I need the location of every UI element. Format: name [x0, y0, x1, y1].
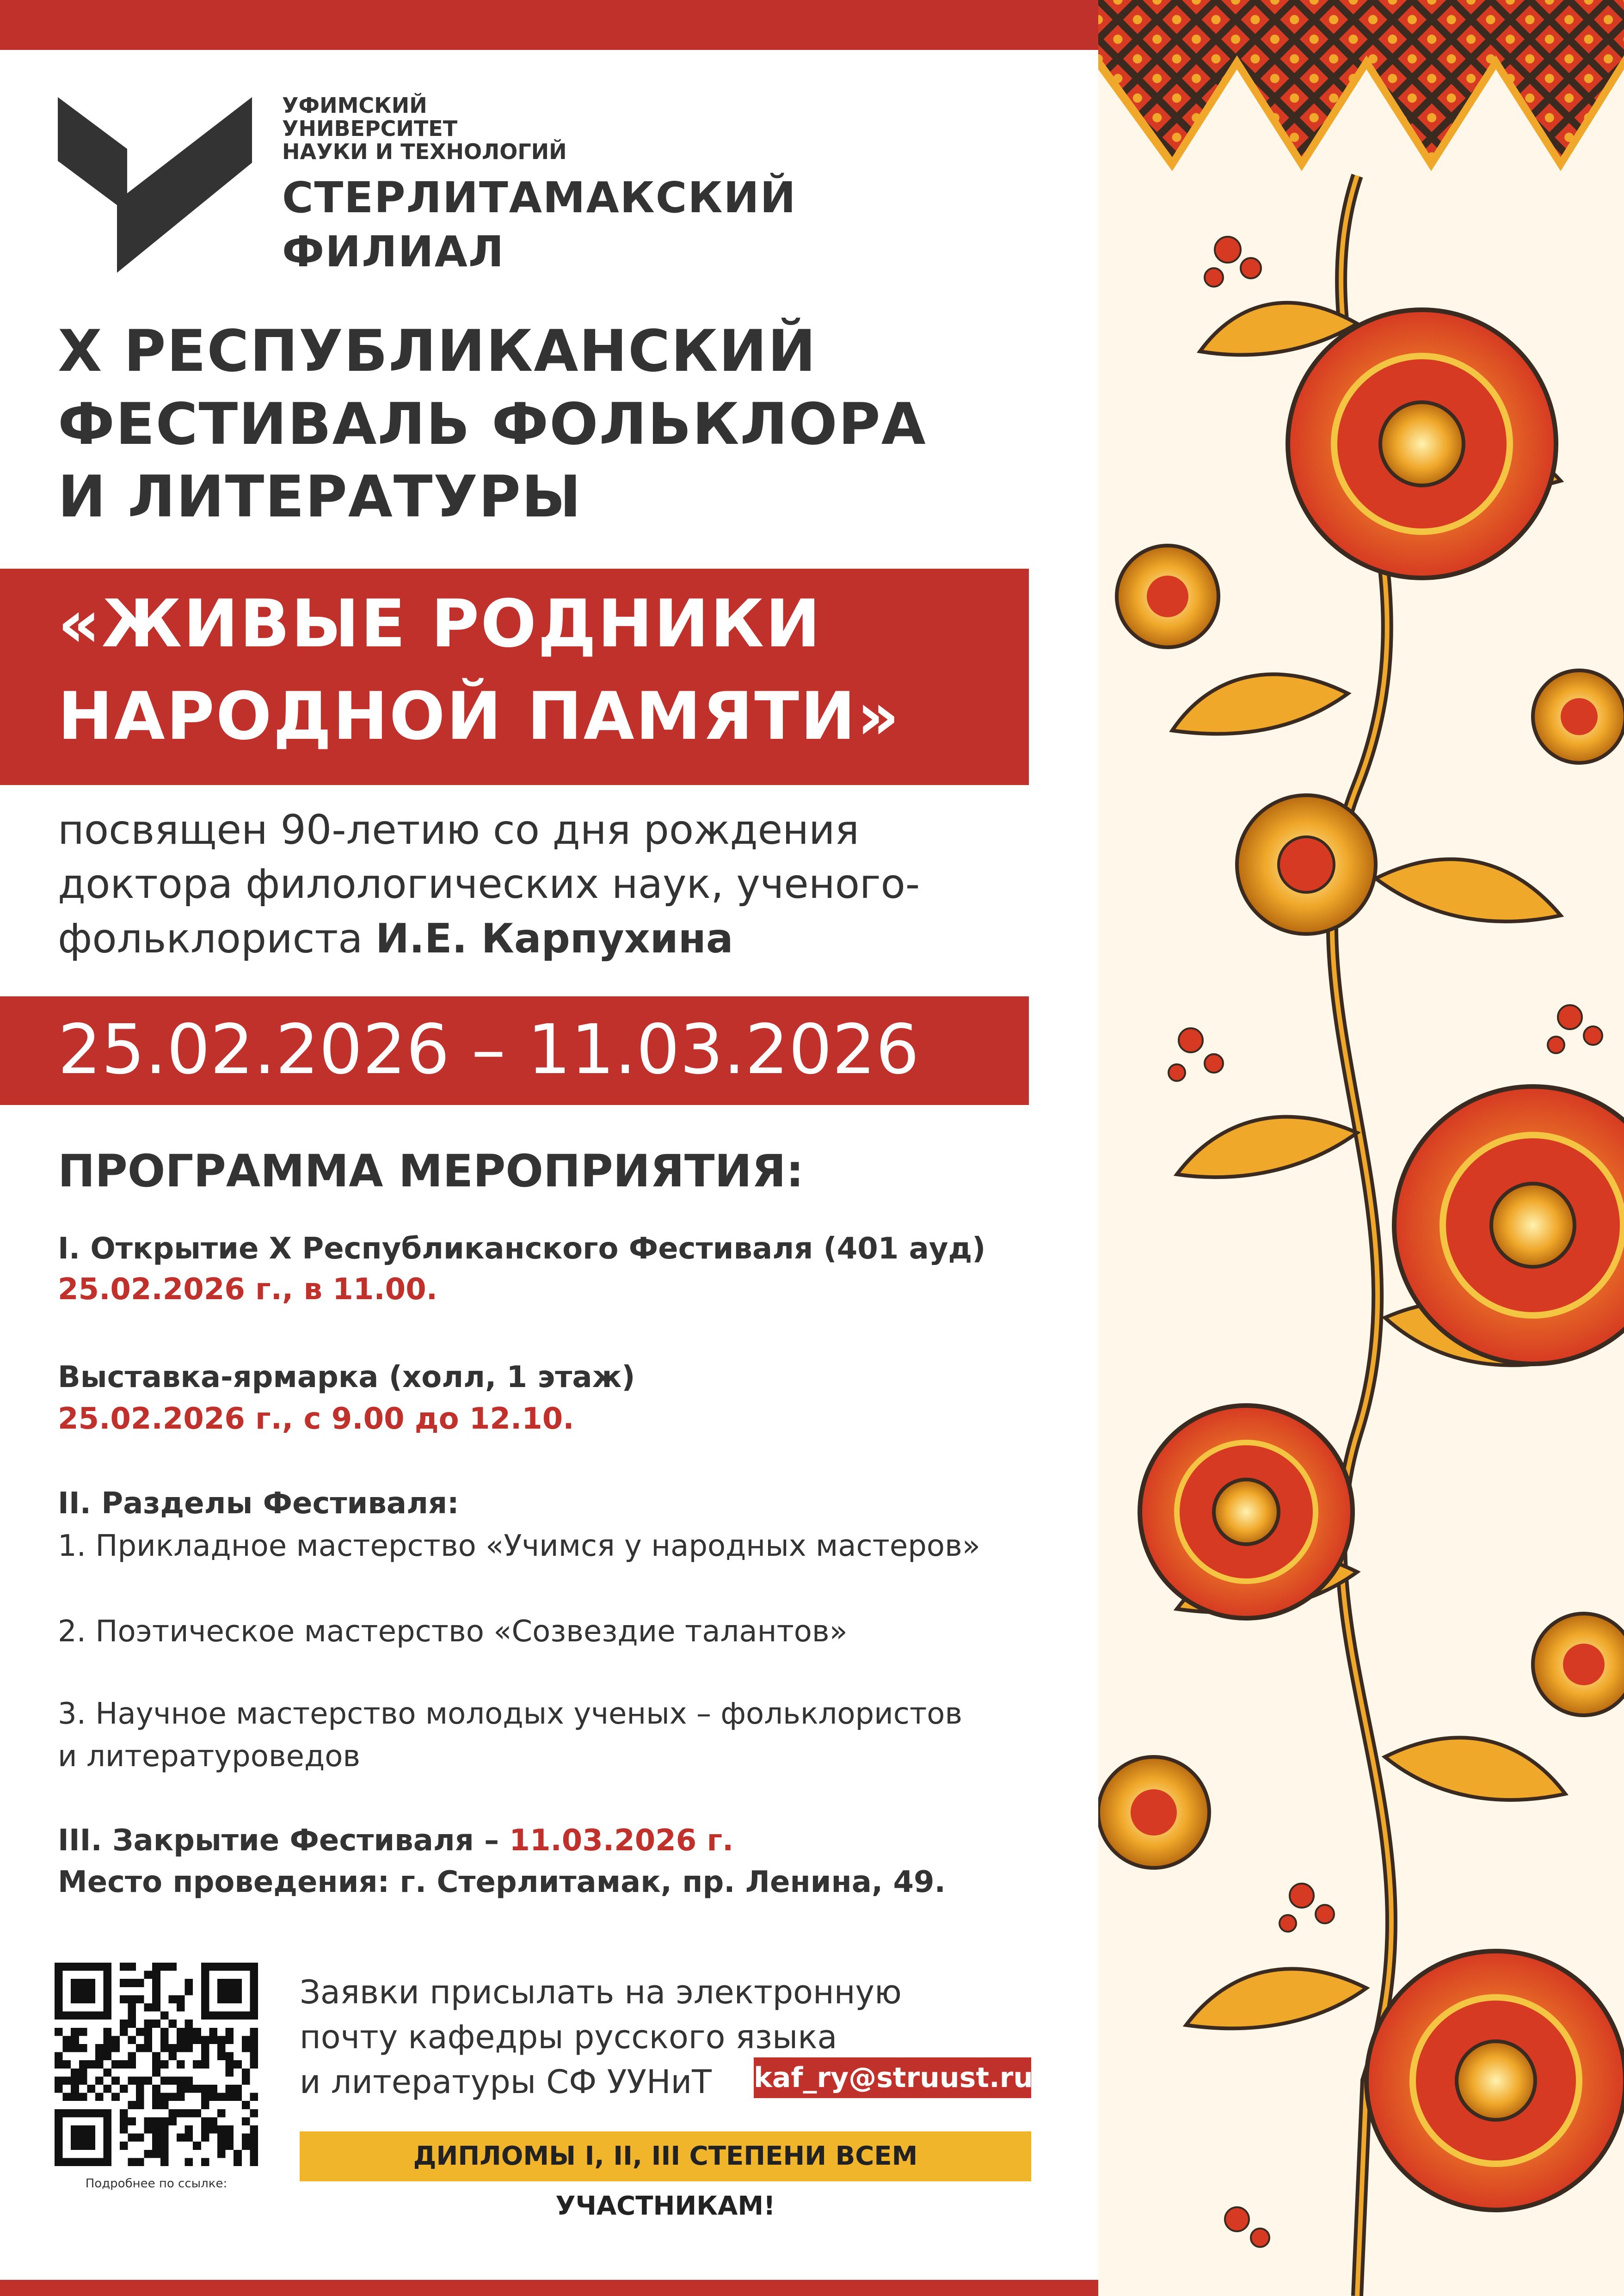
program-closing-date: 11.03.2026 г.: [509, 1823, 734, 1858]
dedication-prefix: фольклориста: [58, 915, 376, 962]
program-closing-title: III. Закрытие Фестиваля –: [58, 1823, 510, 1858]
qr-caption: Подробнее по ссылке:: [85, 2177, 228, 2191]
qr-code-icon: [55, 1963, 258, 2166]
program-fair-time: 25.02.2026 г., с 9.00 до 12.10.: [58, 1402, 574, 1436]
contact-line2: почту кафедры русского языка: [300, 2018, 837, 2056]
program-closing: [58, 1823, 733, 1859]
university-name-line1: УФИМСКИЙ: [282, 93, 427, 118]
university-name-line3: НАУКИ И ТЕХНОЛОГИЙ: [282, 139, 567, 164]
program-section-2: 2. Поэтическое мастерство «Созвездие талантов»: [58, 1615, 848, 1649]
contact-line1: Заявки присылать на электронную: [300, 1973, 902, 2011]
program-section-3-line2: и литературоведов: [58, 1739, 361, 1774]
contact-line3: и литературы СФ УУНиТ: [300, 2063, 712, 2101]
diploma-banner: ДИПЛОМЫ I, II, III СТЕПЕНИ ВСЕМ УЧАСТНИКАМ!: [300, 2131, 1031, 2181]
email-link[interactable]: kaf_ry@struust.ru: [754, 2057, 1031, 2098]
bottom-red-bar: [0, 2280, 1098, 2296]
program-fair-title: Выставка-ярмарка (холл, 1 этаж): [58, 1360, 635, 1394]
branch-name-line1: СТЕРЛИТАМАКСКИЙ: [282, 173, 797, 222]
dedication-line2: доктора филологических наук, ученого-: [58, 860, 920, 908]
festival-title-line3: И ЛИТЕРАТУРЫ: [58, 464, 582, 530]
top-red-bar: [0, 0, 1098, 50]
slogan-line2: НАРОДНОЙ ПАМЯТИ»: [58, 678, 901, 755]
slogan-banner: [0, 569, 1029, 785]
dedication-person-name: И.Е. Карпухина: [375, 915, 733, 962]
program-opening-title: I. Открытие X Республиканского Фестиваля (401 ауд): [58, 1232, 986, 1266]
program-title: ПРОГРАММА МЕРОПРИЯТИЯ:: [58, 1145, 804, 1197]
festival-title-line1: X РЕСПУБЛИКАНСКИЙ: [58, 318, 817, 385]
slogan-line1: «ЖИВЫЕ РОДНИКИ: [58, 586, 822, 662]
program-opening-time: 25.02.2026 г., в 11.00.: [58, 1272, 438, 1307]
branch-name-line2: ФИЛИАЛ: [282, 227, 505, 276]
program-section-1: 1. Прикладное мастерство «Учимся у народных мастеров»: [58, 1529, 980, 1563]
program-sections-title: II. Разделы Фестиваля:: [58, 1486, 459, 1521]
festival-dates: 25.02.2026 – 11.03.2026: [58, 1010, 919, 1089]
festival-title-line2: ФЕСТИВАЛЬ ФОЛЬКЛОРА: [58, 391, 927, 458]
university-name-line2: УНИВЕРСИТЕТ: [282, 116, 458, 141]
program-section-3-line1: 3. Научное мастерство молодых ученых – фольклористов: [58, 1697, 963, 1731]
university-logo-icon: [58, 97, 252, 273]
dedication-line1: посвящен 90-летию со дня рождения: [58, 806, 859, 853]
dedication-line3: [58, 915, 733, 962]
program-venue: Место проведения: г. Стерлитамак, пр. Ленина, 49.: [58, 1865, 946, 1899]
khokhloma-ornament-icon: [1098, 0, 1624, 2296]
